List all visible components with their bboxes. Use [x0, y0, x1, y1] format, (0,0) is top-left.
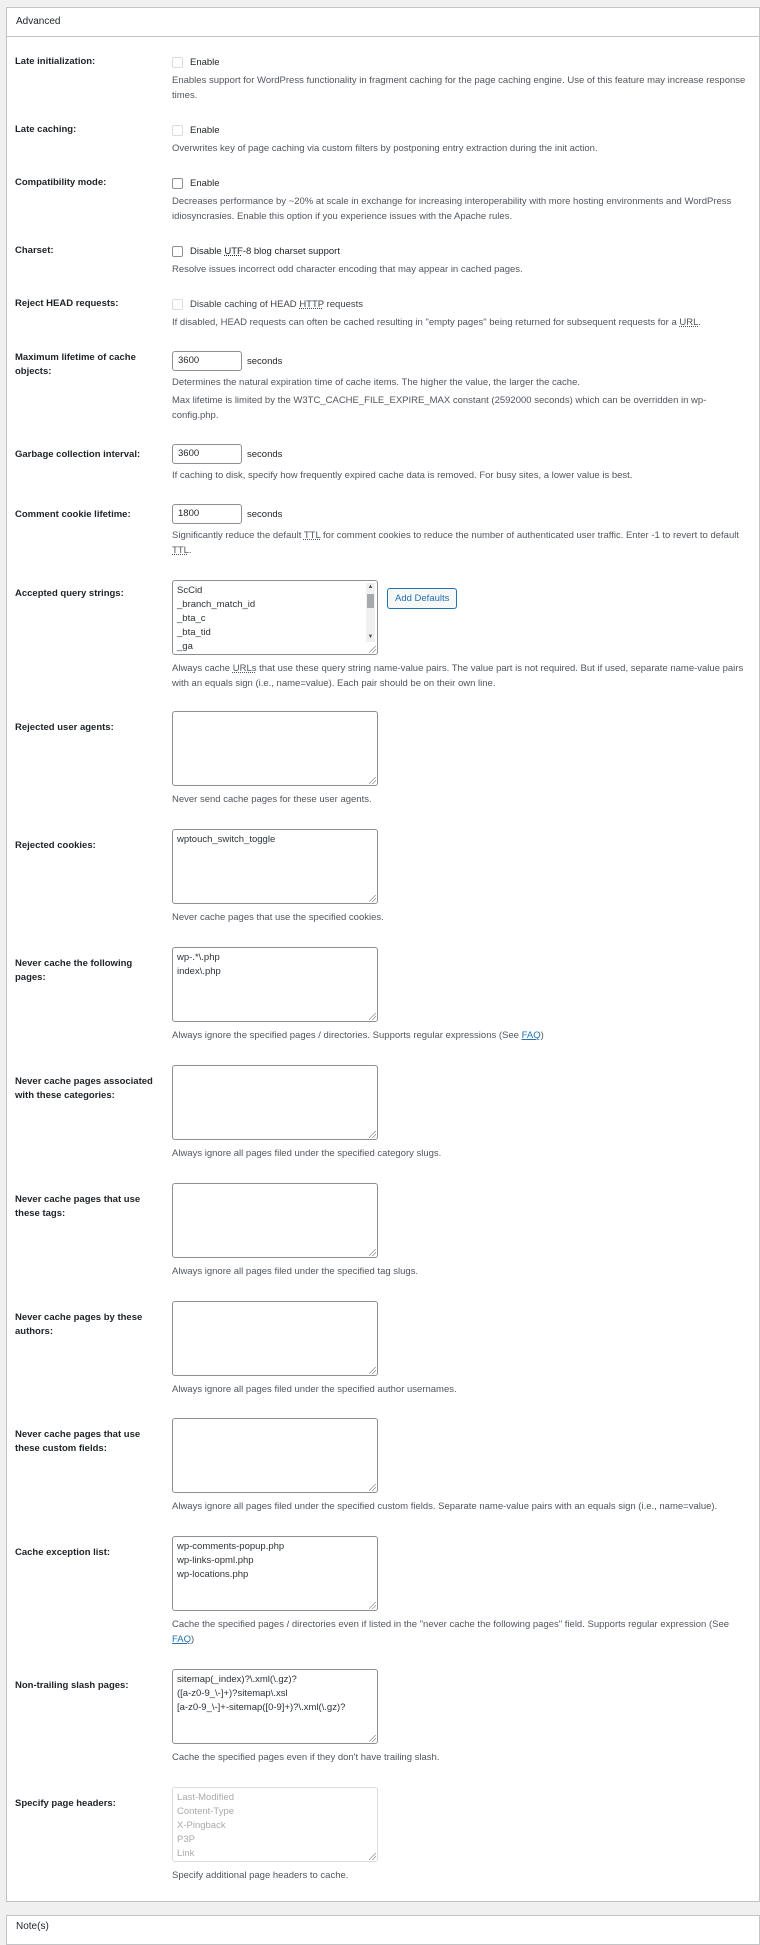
textarea-line: _ga: [177, 641, 193, 652]
resize-grip-icon[interactable]: [369, 1249, 376, 1256]
cookie-lifetime-input[interactable]: 1800: [172, 504, 242, 524]
field-description: Overwrites key of page caching via custom filters by postponing entry extraction during the init action.: [172, 143, 598, 154]
field-label: Accepted query strings:: [15, 588, 124, 599]
field-description-2: Max lifetime is limited by the W3TC_CACHE_FILE_EXPIRE_MAX constant (2592000 seconds) which can be overridden in wp-config.php.: [172, 395, 707, 421]
field-label: Reject HEAD requests:: [15, 298, 119, 309]
textarea-line: wp-links-opml.php: [177, 1555, 254, 1566]
field-description: Decreases performance by ~20% at scale in exchange for increasing interoperability with more hosting environments and WordPress idiosyncrasies. Enable this option if you experience issues with the Apache rules.: [172, 196, 732, 222]
cache-exception-list-textarea[interactable]: [172, 1536, 378, 1611]
never-cache-categories-textarea[interactable]: [172, 1065, 378, 1140]
rejected-cookies-textarea[interactable]: [172, 829, 378, 904]
textarea-line: Last-Modified: [177, 1792, 235, 1803]
add-defaults-button[interactable]: Add Defaults: [387, 588, 457, 609]
checkbox-label: Disable caching of HEAD HTTP requests: [190, 298, 364, 310]
textarea-line: X-Pingback: [177, 1820, 226, 1831]
resize-grip-icon[interactable]: [369, 895, 376, 902]
field-description: Cache the specified pages / directories even if listed in the "never cache the following pages" field. Supports regular expression (See FAQ): [172, 1619, 730, 1645]
advanced-panel: [6, 7, 760, 1902]
resize-grip-icon[interactable]: [369, 1367, 376, 1374]
textarea-line: [a-z0-9_\-]+-sitemap([0-9]+)?\.xml(\.gz)?: [177, 1702, 346, 1713]
charset-checkbox[interactable]: [172, 246, 183, 257]
resize-grip-icon[interactable]: [369, 1853, 376, 1860]
resize-grip-icon[interactable]: [369, 1735, 376, 1742]
field-description: Significantly reduce the default TTL for comment cookies to reduce the number of authenticated user traffic. Enter -1 to revert to default TTL.: [172, 530, 739, 556]
field-label: Rejected cookies:: [15, 840, 96, 851]
field-description: Never send cache pages for these user agents.: [172, 794, 372, 805]
field-description: Always ignore all pages filed under the specified custom fields. Separate name-value pairs with an equals sign (i.e., name=value).: [172, 1501, 718, 1512]
field-label: Compatibility mode:: [15, 177, 107, 188]
textarea-line: wp-.*\.php: [177, 952, 220, 963]
never-cache-custom-fields-textarea[interactable]: [172, 1418, 378, 1493]
checkbox-label: Enable: [190, 56, 220, 68]
field-label: Maximum lifetime of cache objects:: [15, 352, 136, 377]
late-caching-checkbox[interactable]: [172, 125, 183, 136]
field-label: Garbage collection interval:: [15, 449, 141, 460]
field-label: Never cache pages that use these custom fields:: [15, 1429, 141, 1454]
never-cache-authors-textarea[interactable]: [172, 1301, 378, 1376]
unit-label: seconds: [247, 448, 283, 460]
panel-title: Advanced: [7, 8, 759, 37]
never-cache-tags-textarea[interactable]: [172, 1183, 378, 1258]
textarea-line: Link: [177, 1848, 195, 1859]
resize-grip-icon[interactable]: [369, 777, 376, 784]
textarea-line: _branch_match_id: [177, 599, 256, 610]
field-label: Non-trailing slash pages:: [15, 1680, 129, 1691]
textarea-line: wp-locations.php: [177, 1569, 249, 1580]
field-label: Never cache pages that use these tags:: [15, 1194, 141, 1219]
accepted-query-strings-textarea[interactable]: [172, 580, 378, 655]
field-label: Late caching:: [15, 124, 77, 135]
field-description: If caching to disk, specify how frequently expired cache data is removed. For busy sites, a lower value is best.: [172, 470, 633, 481]
textarea-line: P3P: [177, 1834, 195, 1845]
field-description: If disabled, HEAD requests can often be cached resulting in "empty pages" being returned for subsequent requests for a URL.: [172, 317, 702, 328]
resize-grip-icon[interactable]: [369, 646, 376, 653]
unit-label: seconds: [247, 508, 283, 520]
unit-label: seconds: [247, 355, 283, 367]
non-trailing-slash-textarea[interactable]: [172, 1669, 378, 1744]
field-label: Never cache the following pages:: [15, 958, 133, 983]
field-description: Always ignore all pages filed under the specified category slugs.: [172, 1148, 442, 1159]
textarea-line: index\.php: [177, 966, 221, 977]
field-label: Cache exception list:: [15, 1547, 111, 1558]
page-headers-textarea[interactable]: [172, 1787, 378, 1862]
field-description: Always cache URLs that use these query string name-value pairs. The value part is not required. But if used, separate name-value pairs with an equals sign (i.e., name=value). Each pair should be on their own line.: [172, 663, 744, 689]
late-initialization-checkbox[interactable]: [172, 57, 183, 68]
faq-link[interactable]: FAQ: [521, 1030, 541, 1041]
notes-panel-title: Note(s): [6, 1915, 760, 1945]
never-cache-pages-textarea[interactable]: [172, 947, 378, 1022]
textarea-line: Content-Type: [177, 1806, 235, 1817]
field-description: Never cache pages that use the specified cookies.: [172, 912, 384, 923]
scrollbar-thumb[interactable]: [367, 594, 374, 608]
checkbox-label: Enable: [190, 124, 220, 136]
faq-link[interactable]: FAQ: [172, 1634, 192, 1645]
field-label: Never cache pages by these authors:: [15, 1312, 143, 1337]
resize-grip-icon[interactable]: [369, 1131, 376, 1138]
field-description: Always ignore all pages filed under the specified author usernames.: [172, 1384, 457, 1395]
field-description: Always ignore the specified pages / directories. Supports regular expressions (See FAQ): [172, 1030, 544, 1041]
rejected-user-agents-textarea[interactable]: [172, 711, 378, 786]
textarea-line: ([a-z0-9_\-]+)?sitemap\.xsl: [177, 1688, 288, 1699]
field-label: Specify page headers:: [15, 1798, 116, 1809]
checkbox-label: Disable UTF-8 blog charset support: [190, 245, 340, 257]
textarea-line: wp-comments-popup.php: [177, 1541, 285, 1552]
resize-grip-icon[interactable]: [369, 1013, 376, 1020]
textarea-scrollbar[interactable]: [366, 583, 375, 642]
compatibility-mode-checkbox[interactable]: [172, 178, 183, 189]
resize-grip-icon[interactable]: [369, 1484, 376, 1491]
field-description: Cache the specified pages even if they don't have trailing slash.: [172, 1752, 440, 1763]
field-label: Rejected user agents:: [15, 722, 114, 733]
scroll-up-icon[interactable]: ▲: [367, 584, 374, 590]
field-description: Enables support for WordPress functionality in fragment caching for the page caching engine. Use of this feature may increase response times.: [172, 75, 746, 101]
field-label: Comment cookie lifetime:: [15, 509, 131, 520]
field-label: Never cache pages associated with these categories:: [15, 1076, 153, 1101]
max-lifetime-input[interactable]: 3600: [172, 351, 242, 371]
field-description: Resolve issues incorrect odd character encoding that may appear in cached pages.: [172, 264, 523, 275]
field-label: Charset:: [15, 245, 54, 256]
field-label: Late initialization:: [15, 56, 96, 67]
textarea-line: _bta_tid: [177, 627, 211, 638]
field-description: Always ignore all pages filed under the specified tag slugs.: [172, 1266, 419, 1277]
textarea-line: _bta_c: [177, 613, 206, 624]
resize-grip-icon[interactable]: [369, 1602, 376, 1609]
gc-interval-input[interactable]: 3600: [172, 444, 242, 464]
field-description: Determines the natural expiration time of cache items. The higher the value, the larger the cache.: [172, 377, 581, 388]
field-description: Specify additional page headers to cache.: [172, 1870, 349, 1881]
textarea-line: ScCid: [177, 585, 203, 596]
textarea-line: sitemap(_index)?\.xml(\.gz)?: [177, 1674, 297, 1685]
scroll-down-icon[interactable]: ▼: [367, 634, 374, 640]
checkbox-label: Enable: [190, 177, 220, 189]
reject-head-checkbox[interactable]: [172, 299, 183, 310]
textarea-line: wptouch_switch_toggle: [177, 834, 276, 845]
